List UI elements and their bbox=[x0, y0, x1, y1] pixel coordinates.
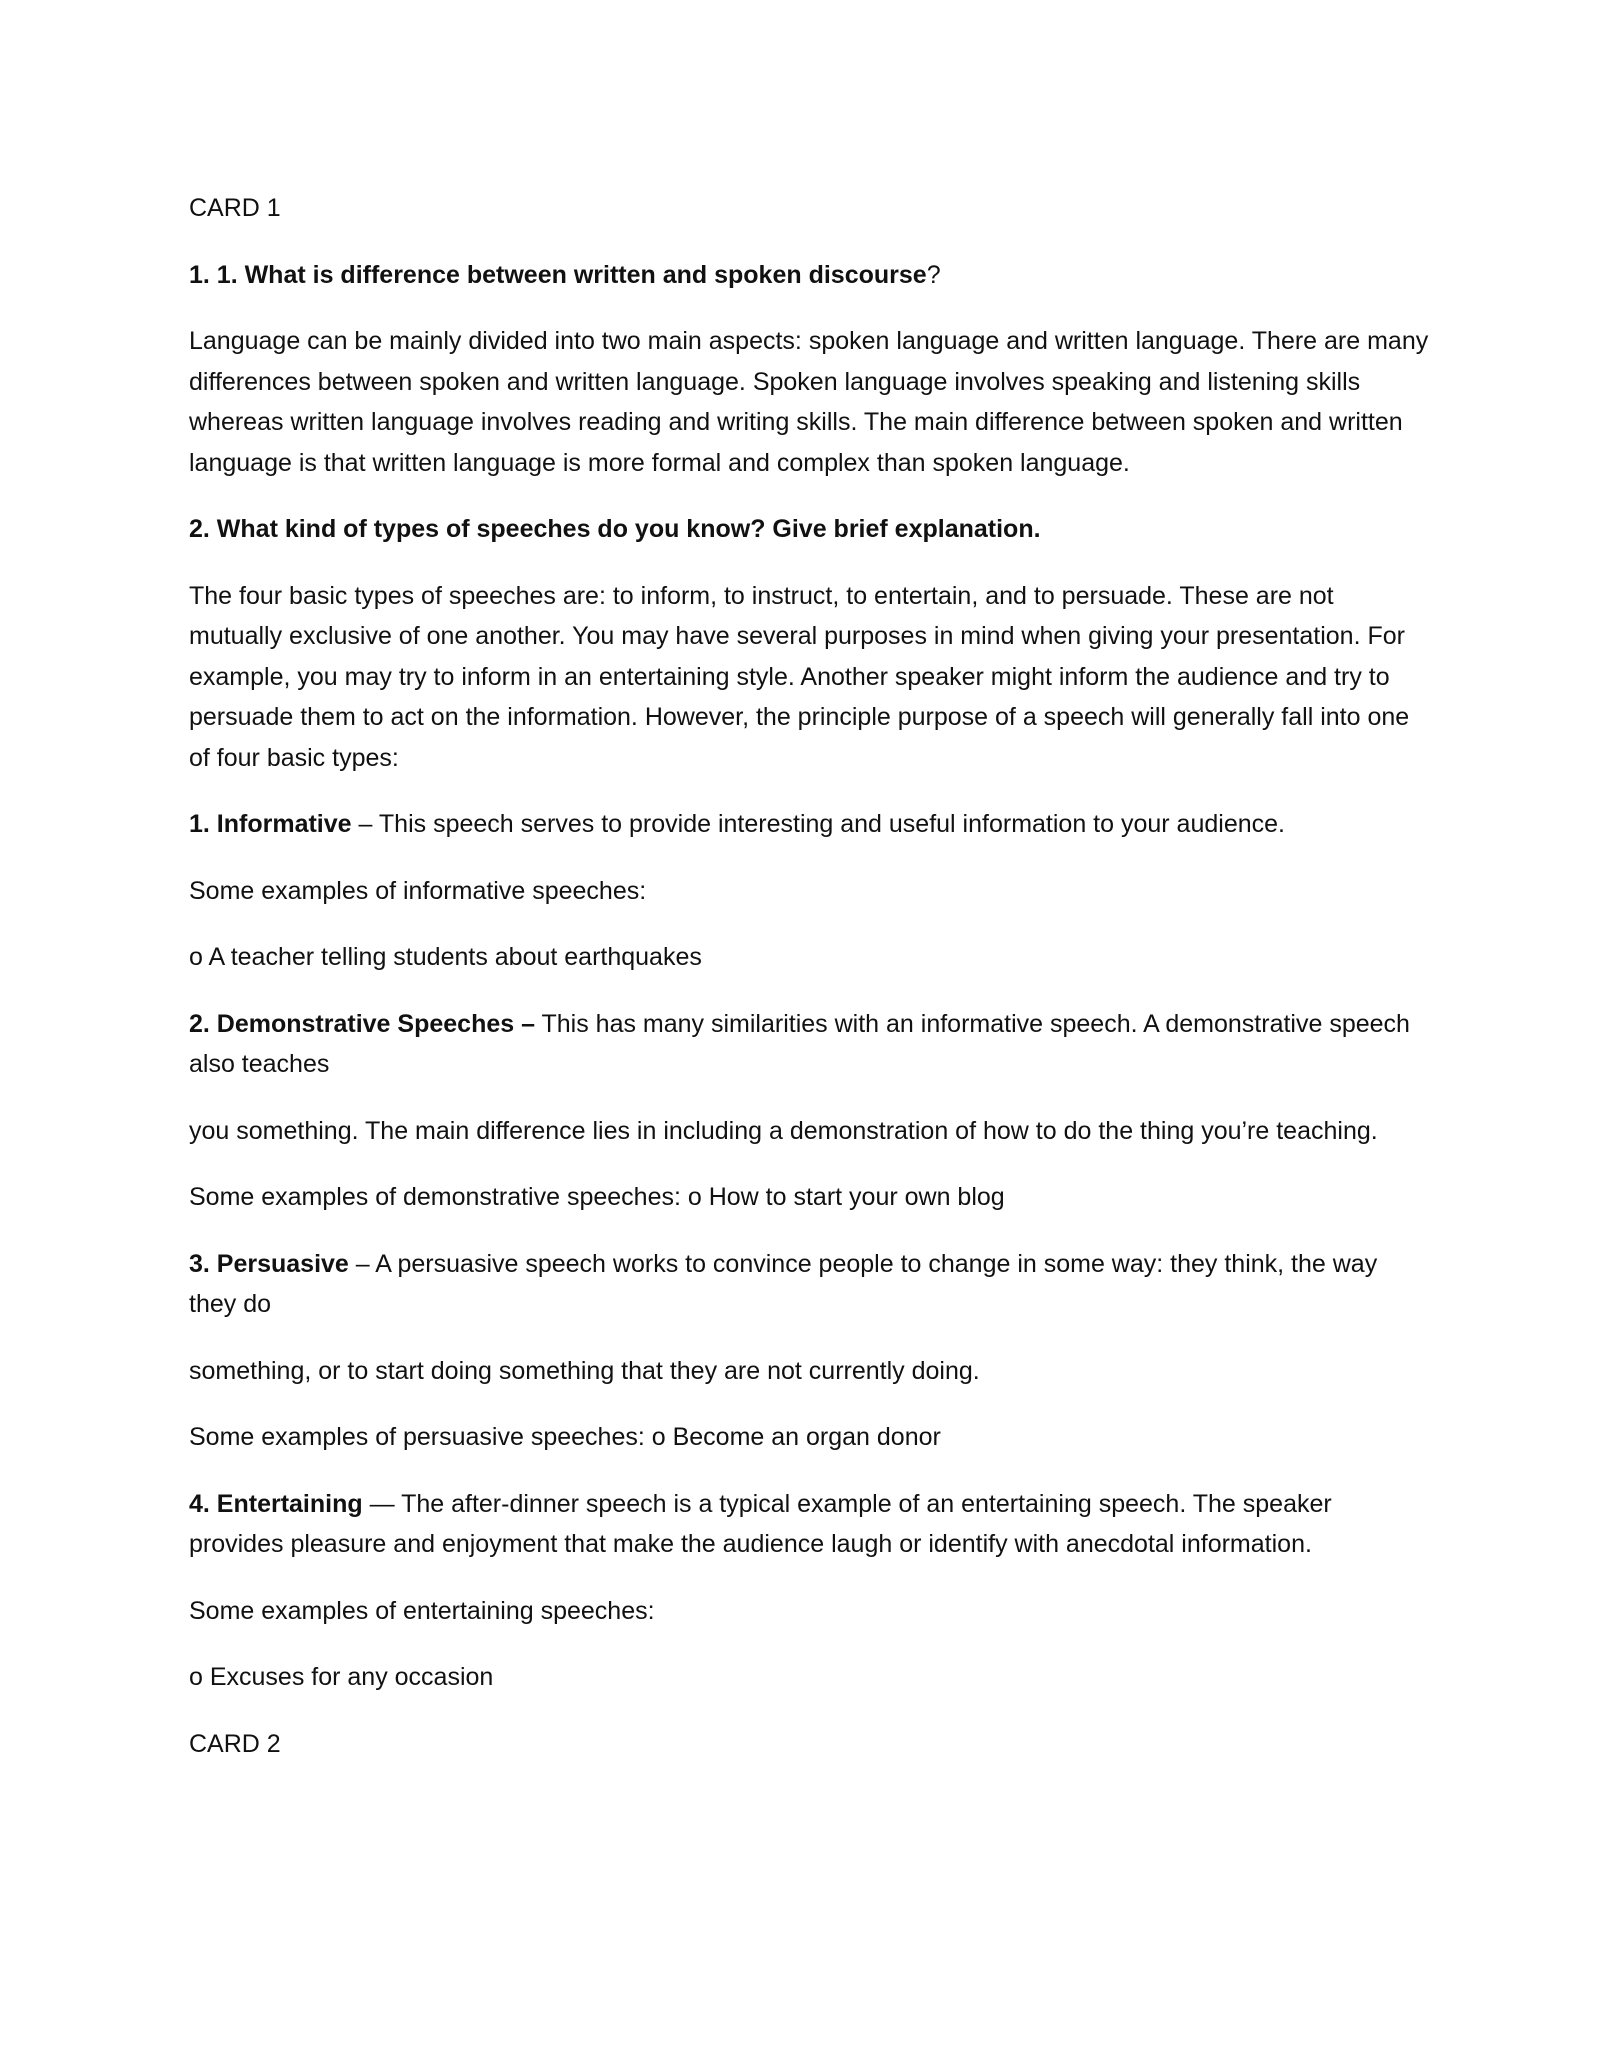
card-heading: CARD 1 bbox=[189, 194, 281, 222]
question-mark: ? bbox=[926, 260, 941, 289]
speech-type-description: – This speech serves to provide interesting and useful information to your audience. bbox=[351, 810, 1285, 838]
card-heading: CARD 2 bbox=[189, 1729, 281, 1758]
speech-type-description: This has many similarities with an informative speech. A demonstrative speech also teaches bbox=[189, 1009, 1410, 1078]
paragraph-continuation: something, or to start doing something that they are not currently doing. bbox=[189, 1356, 980, 1385]
question-bold-text: 1. 1. What is difference between written and spoken discourse bbox=[189, 260, 927, 289]
speech-type-label: 4. Entertaining bbox=[189, 1489, 363, 1518]
question-bold-text: 2. What kind of types of speeches do you know? Give brief explanation. bbox=[189, 515, 1041, 543]
speech-type-label: 1. Informative bbox=[189, 810, 352, 838]
speech-type-label: 3. Persuasive bbox=[189, 1249, 349, 1278]
speech-type-informative bbox=[189, 804, 1429, 845]
speech-type-entertaining bbox=[189, 1484, 1429, 1565]
example-item: o A teacher telling students about earthquakes bbox=[189, 943, 702, 971]
examples-line: Some examples of demonstrative speeches: o How to start your own blog bbox=[189, 1183, 1005, 1211]
paragraph-continuation: you something. The main difference lies in including a demonstration of how to do the thing you’re teaching. bbox=[189, 1116, 1378, 1145]
examples-line: Some examples of persuasive speeches: o Become an organ donor bbox=[189, 1423, 941, 1451]
examples-intro: Some examples of informative speeches: bbox=[189, 876, 647, 905]
examples-intro: Some examples of entertaining speeches: bbox=[189, 1596, 655, 1625]
answer-paragraph: The four basic types of speeches are: to inform, to instruct, to entertain, and to persuade. These are not mutually exclusive of one another. You may have several purposes in mind when giving your presentation. For example, you may try to inform in an entertaining style. Another speaker might inform the audience and try to persuade them to act on the information. However, the principle purpose of a speech will generally fall into one of four basic types: bbox=[189, 581, 1410, 772]
speech-type-description: – A persuasive speech works to convince people to change in some way: they think, the way they do bbox=[189, 1249, 1378, 1318]
speech-type-demonstrative bbox=[189, 1004, 1429, 1085]
answer-paragraph: Language can be mainly divided into two main aspects: spoken language and written language. There are many differences between spoken and written language. Spoken language involves speaking and listening skills whereas written language involves reading and writing skills. The main difference between spoken and written language is that written language is more formal and complex than spoken language. bbox=[189, 327, 1429, 477]
question-heading bbox=[189, 509, 1429, 550]
speech-type-persuasive bbox=[189, 1244, 1429, 1325]
document-body bbox=[189, 188, 1429, 1790]
speech-type-label: 2. Demonstrative Speeches – bbox=[189, 1009, 535, 1038]
speech-type-description: — The after-dinner speech is a typical example of an entertaining speech. The speaker provides pleasure and enjoyment that make the audience laugh or identify with anecdotal information. bbox=[189, 1489, 1332, 1558]
question-heading bbox=[189, 255, 1429, 296]
example-item: o Excuses for any occasion bbox=[189, 1663, 494, 1691]
